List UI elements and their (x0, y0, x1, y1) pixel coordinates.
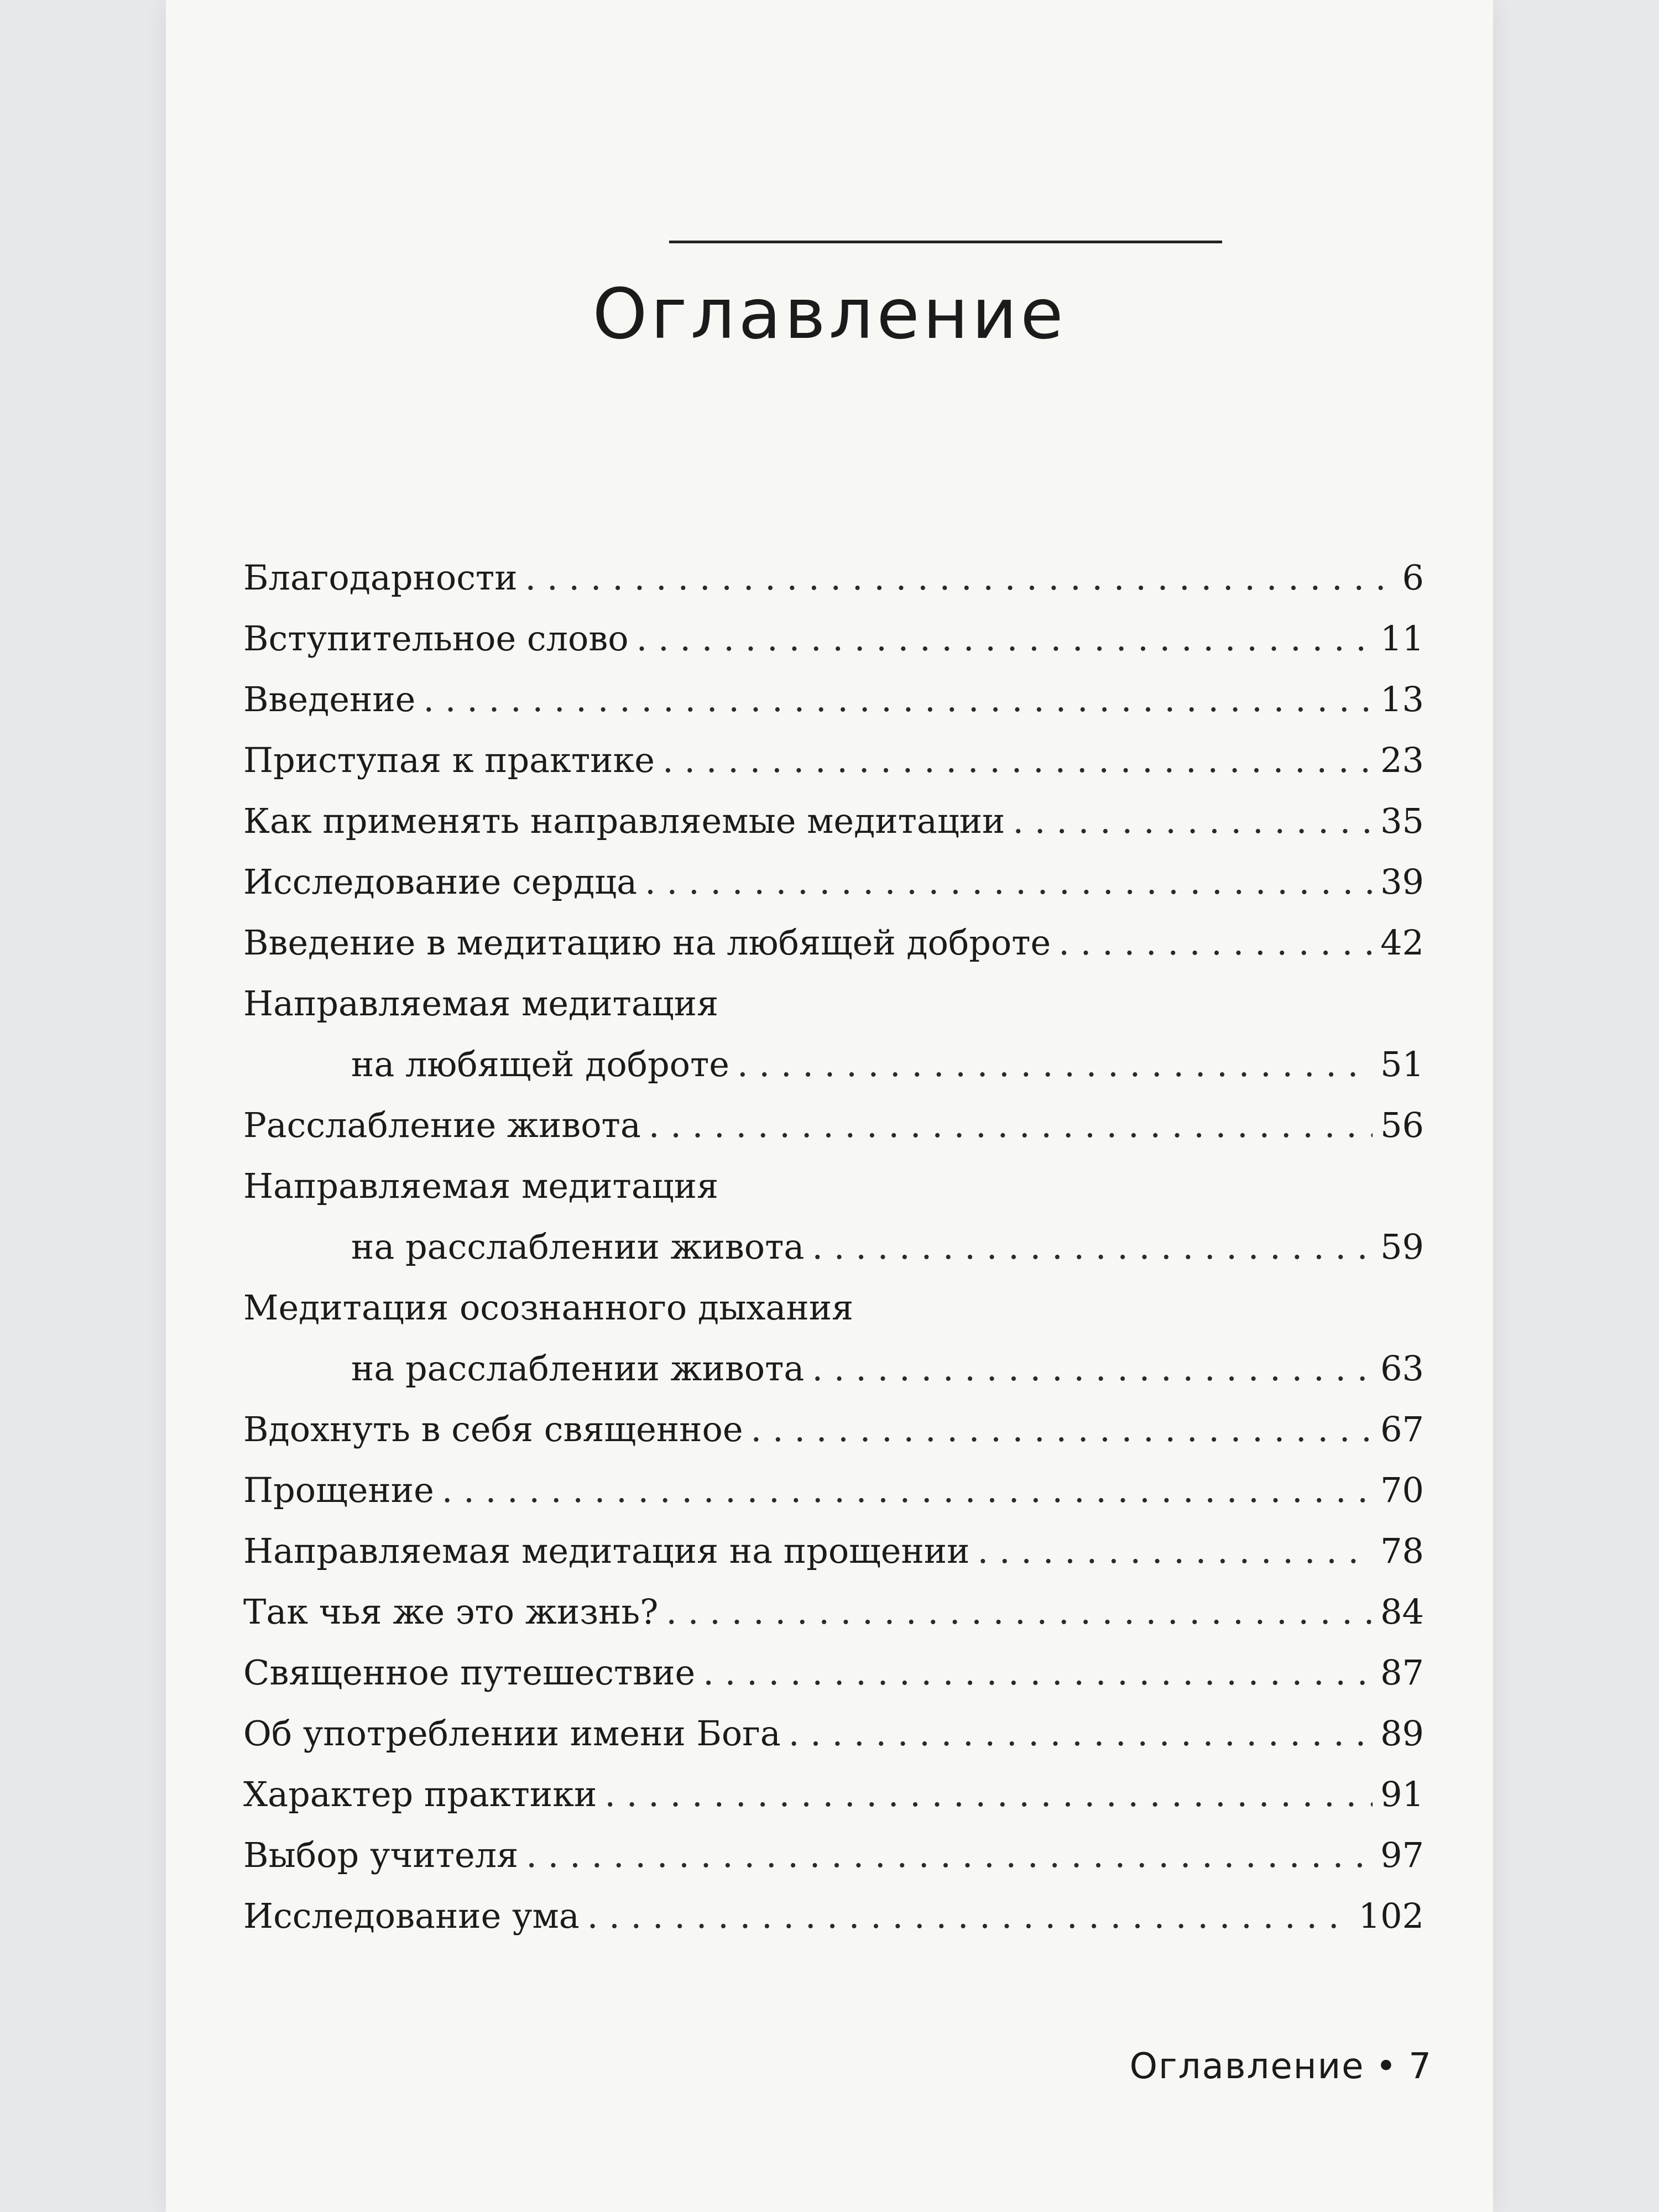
dot-leader (604, 1764, 1373, 1825)
page-number: 7 (1408, 2046, 1432, 2087)
book-page (166, 0, 1493, 2212)
toc-entry (243, 1156, 1424, 1277)
dot-leader (1013, 791, 1373, 852)
dot-leader (666, 1582, 1373, 1642)
toc-entry-page: 35 (1380, 801, 1424, 841)
toc-entry-page: 87 (1380, 1652, 1424, 1693)
toc-entry-title: Священное путешествие (243, 1652, 696, 1693)
toc-entry (243, 1825, 1424, 1886)
toc-entry-page: 56 (1380, 1105, 1424, 1145)
toc-entry-page: 97 (1380, 1835, 1424, 1875)
dot-leader (812, 1217, 1373, 1277)
dot-leader (703, 1642, 1373, 1703)
toc-entry (243, 1521, 1424, 1582)
toc-entry-title: Расслабление живота (243, 1105, 641, 1145)
toc-entry (243, 1582, 1424, 1642)
dot-leader (977, 1521, 1373, 1582)
footer-separator: • (1375, 2046, 1398, 2087)
toc-entry-page: 63 (1380, 1348, 1424, 1389)
toc-entry (243, 1886, 1424, 1947)
toc-entry (243, 852, 1424, 912)
toc-entry-title: Как применять направляемые медитации (243, 801, 1005, 841)
page-title: Оглавление (592, 273, 1067, 354)
toc-entry-page: 23 (1380, 740, 1424, 780)
toc-entry-title: Прощение (243, 1470, 434, 1510)
toc-entry-page: 13 (1380, 679, 1424, 719)
dot-leader (812, 1338, 1373, 1399)
title-rule (669, 241, 1222, 243)
toc-entry (243, 1703, 1424, 1764)
dot-leader (587, 1886, 1351, 1947)
toc-entry-title: Направляемая медитация на прощении (243, 1531, 970, 1571)
toc-entry (243, 1399, 1424, 1460)
toc-entry (243, 1277, 1424, 1399)
dot-leader (645, 852, 1373, 912)
dot-leader (789, 1703, 1373, 1764)
toc-entry (243, 1460, 1424, 1521)
toc-entry-title: Вступительное слово (243, 618, 629, 659)
toc-entry-title: Направляемая медитация (243, 1166, 719, 1206)
toc-entry-title: Выбор учителя (243, 1835, 519, 1875)
toc-entry-page: 89 (1380, 1713, 1424, 1754)
toc-entry (243, 1764, 1424, 1825)
dot-leader (737, 1034, 1373, 1095)
dot-leader (526, 1825, 1373, 1886)
toc-entry (243, 608, 1424, 669)
toc-entry-title: Вдохнуть в себя священное (243, 1409, 743, 1449)
toc-entry-page: 39 (1380, 862, 1424, 902)
dot-leader (442, 1460, 1373, 1521)
toc-entry (243, 912, 1424, 973)
toc-entry-title-continued: на расслаблении живота (351, 1348, 805, 1389)
footer-section-title: Оглавление (1129, 2046, 1365, 2087)
toc-entry-title-continued: на расслаблении живота (351, 1227, 805, 1267)
toc-entry-title: Характер практики (243, 1774, 597, 1814)
toc-entry-page: 91 (1380, 1774, 1424, 1814)
toc-entry-page: 102 (1358, 1896, 1424, 1936)
dot-leader (649, 1095, 1373, 1156)
toc-entry-title: Направляемая медитация (243, 983, 719, 1024)
toc-entry (243, 547, 1424, 608)
toc-entry-title: Об употреблении имени Бога (243, 1713, 781, 1754)
toc-entry-title: Приступая к практике (243, 740, 655, 780)
dot-leader (751, 1399, 1373, 1460)
toc-entry-page: 67 (1380, 1409, 1424, 1449)
toc-entry-page: 42 (1380, 922, 1424, 963)
toc-entry-title: Введение в медитацию на любящей доброте (243, 922, 1051, 963)
toc-entry-title-continued: на любящей доброте (351, 1044, 729, 1084)
toc-entry-page: 59 (1380, 1227, 1424, 1267)
toc-entry-page: 84 (1380, 1592, 1424, 1632)
dot-leader (637, 608, 1373, 669)
toc-entry (243, 1095, 1424, 1156)
toc-entry-page: 6 (1402, 557, 1424, 598)
toc-entry-title: Медитация осознанного дыхания (243, 1287, 854, 1328)
toc-entry-title: Введение (243, 679, 416, 719)
dot-leader (1058, 912, 1373, 973)
toc-entry (243, 1642, 1424, 1703)
toc-entry-title: Так чья же это жизнь? (243, 1592, 659, 1632)
toc-entry (243, 973, 1424, 1095)
toc-entry-page: 78 (1380, 1531, 1424, 1571)
toc-entry-title: Исследование сердца (243, 862, 638, 902)
running-footer (1130, 2046, 1432, 2087)
toc-entry (243, 730, 1424, 791)
toc-entry-page: 70 (1380, 1470, 1424, 1510)
dot-leader (525, 547, 1383, 608)
toc-entry-page: 51 (1380, 1044, 1424, 1084)
dot-leader (423, 669, 1373, 730)
toc-entry-title: Исследование ума (243, 1896, 580, 1936)
toc-entry-page: 11 (1380, 618, 1424, 659)
toc-entry (243, 791, 1424, 852)
dot-leader (662, 730, 1373, 791)
table-of-contents (243, 547, 1424, 1947)
toc-entry (243, 669, 1424, 730)
toc-entry-title: Благодарности (243, 557, 518, 598)
